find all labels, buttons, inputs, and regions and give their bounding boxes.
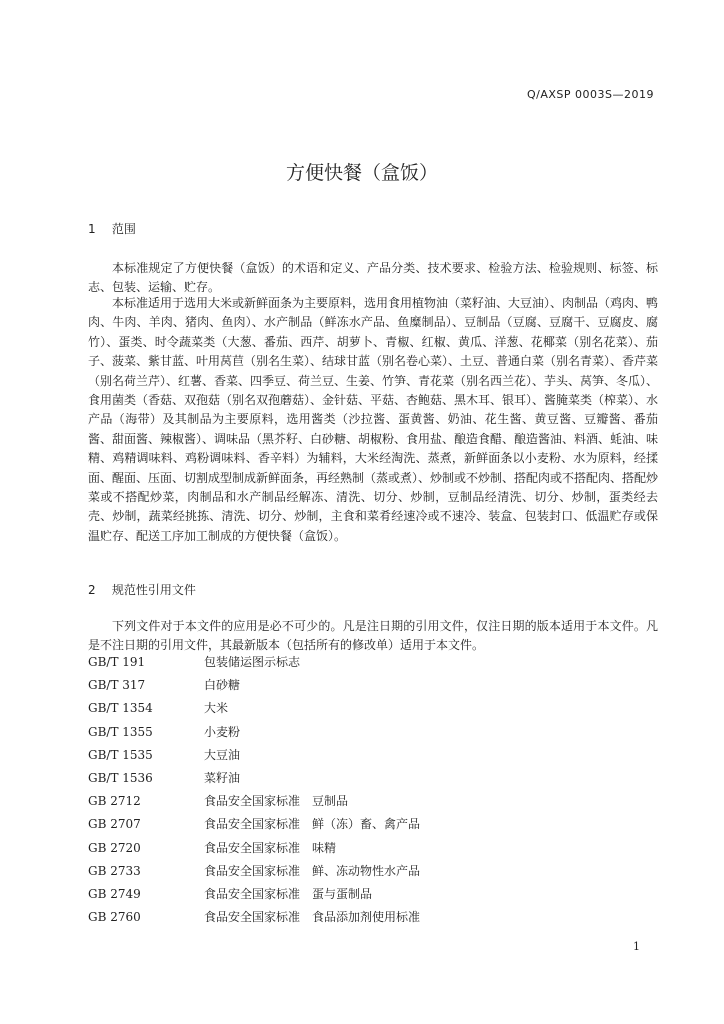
document-title: 方便快餐（盒饭） [285,162,438,184]
reference-row [88,721,648,744]
section-2-number: 2 [88,583,96,597]
reference-row [88,674,648,697]
reference-title: 白砂糖 [204,678,241,693]
reference-code: GB 2712 [88,794,141,809]
reference-row [88,697,648,720]
reference-title: 食品安全国家标准 豆制品 [204,794,349,809]
reference-code: GB 2760 [88,910,141,925]
reference-title: 菜籽油 [204,770,241,785]
reference-title: 包装储运图示标志 [204,655,301,669]
reference-title: 食品安全国家标准 味精 [204,840,337,855]
reference-title: 食品安全国家标准 鲜（冻）畜、禽产品 [204,817,421,832]
section-1-paragraph-1: 本标准规定了方便快餐（盒饭）的术语和定义、产品分类、技术要求、检验方法、检验规则、标签、标志、包装、运输、贮存。 [88,261,658,295]
reference-code: GB/T 1536 [88,770,153,785]
reference-row [88,767,648,790]
page-number: 1 [633,940,640,953]
reference-code: GB 2749 [88,886,141,901]
reference-row [88,883,648,906]
section-1-paragraph-2: 本标准适用于选用大米或新鲜面条为主要原料，选用食用植物油（菜籽油、大豆油）、肉制品（鸡肉、鸭肉、牛肉、羊肉、猪肉、鱼肉）、水产制品（鲜冻水产品、鱼糜制品）、豆制品（豆腐、豆腐干、豆腐皮、腐竹）、蛋类、时令蔬菜类（大葱、番茄、西芹、胡萝卜、青椒、红椒、黄瓜、洋葱、花椰菜（别名花菜）、茄子、菠菜、紫甘蓝、叶用莴苣（别名生菜）、结球甘蓝（别名卷心菜）、土豆、普通白菜（别名青菜）、香芹菜（别名荷兰芹）、红薯、香菜、四季豆、荷兰豆、生姜、竹笋、青花菜（别名西兰花）、芋头、莴笋、冬瓜）、食用菌类（香菇、双孢菇（别名双孢蘑菇）、金针菇、平菇、杏鲍菇、黑木耳、银耳）、酱腌菜类（榨菜）、水产品（海带）及其制品为主要原料，选用酱类（沙拉酱、蛋黄酱、奶油、花生酱、黄豆酱、豆瓣酱、番茄酱、甜面酱、辣椒酱）、调味品（黑芥籽、白砂糖、胡椒粉、食用盐、酿造食醋、酿造酱油、料酒、蚝油、味精、鸡精调味料、鸡粉调味料、香辛料）为辅料，大米经淘洗、蒸煮，新鲜面条以小麦粉、水为原料，经揉面、醒面、压面、切割成型制成新鲜面条，再经熟制（蒸或煮）、炒制或不炒制、搭配肉或不搭配肉、搭配炒菜或不搭配炒菜，肉制品和水产制品经解冻、清洗、切分、炒制，豆制品经清洗、切分、炒制，蛋类经去壳、炒制，蔬菜经挑拣、清洗、切分、炒制，主食和菜肴经速冷或不速冷、装盒、包装封口、低温贮存或保温贮存、配送工序加工制成的方便快餐（盒饭）。 [88,296,659,543]
reference-code: GB/T 191 [88,655,146,669]
reference-title: 小麦粉 [204,724,241,739]
reference-code: GB/T 1354 [88,701,153,716]
reference-code: GB 2733 [88,863,141,878]
section-2-paragraph-1: 下列文件对于本文件的应用是必不可少的。凡是注日期的引用文件，仅注日期的版本适用于本文件。凡是不注日期的引用文件，其最新版本（包括所有的修改单）适用于本文件。 [88,619,658,653]
section-2-heading [88,581,196,598]
reference-row [88,813,648,836]
reference-row [88,860,648,883]
section-1-number: 1 [88,222,96,236]
reference-title: 食品安全国家标准 食品添加剂使用标准 [204,910,421,925]
reference-title: 食品安全国家标准 鲜、冻动物性水产品 [204,863,421,878]
reference-code: GB/T 1535 [88,747,153,762]
reference-row [88,651,648,674]
reference-row [88,744,648,767]
reference-title: 食品安全国家标准 蛋与蛋制品 [204,886,373,901]
reference-title: 大豆油 [204,747,241,762]
reference-code: GB 2707 [88,817,141,832]
reference-row [88,837,648,860]
reference-row [88,790,648,813]
reference-code: GB/T 1355 [88,724,153,739]
standard-code: Q/AXSP 0003S—2019 [526,88,654,101]
reference-list [88,651,648,929]
reference-code: GB/T 317 [88,678,146,693]
section-2-title: 规范性引用文件 [111,583,196,597]
reference-code: GB 2720 [88,840,141,855]
section-1-title: 范围 [111,222,136,236]
section-1-heading [88,220,136,237]
reference-row [88,906,648,929]
reference-title: 大米 [204,701,229,716]
